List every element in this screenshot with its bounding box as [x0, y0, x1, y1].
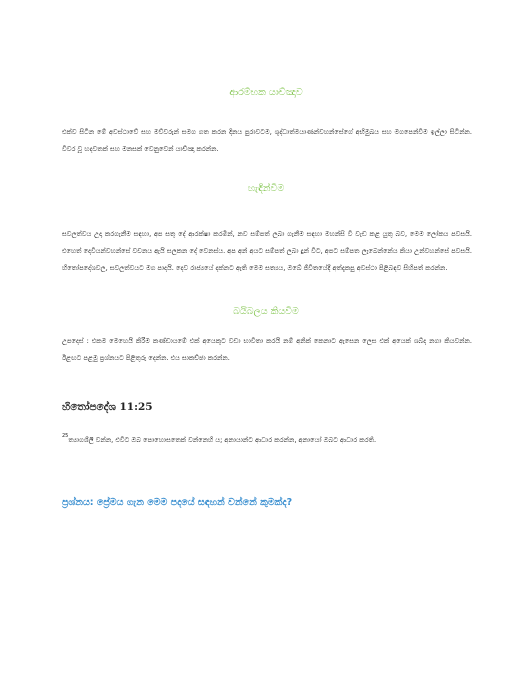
discussion-question: ප්‍රශ්නය: ප්‍රේමය ගැන මෙම පදයේ සඳහන් වන්නේ කුමක්ද? [62, 497, 293, 508]
verse-text: ත්‍යාගශීලී වන්න, එවිට ඔබ පොහොසතෙක් වන්නෙහි ය; අනායාන්ට ආධාර කරන්න, අනායෝ ඔබට ආධාර කරති. [68, 436, 377, 444]
scripture-reference: හිතෝපදේශ 11:25 [62, 401, 153, 413]
verse-number: 25 [62, 433, 69, 439]
introduction-heading: හැඳින්වීම [247, 183, 285, 194]
opening-prayer-text: එක්ව සිටින මේ අවස්ථාවේ සහ මව්වරුන් සමග ගත කරන දිනය පුරාවටම, ශුද්ධාත්මයාණන්වහන්සේගේ අභිමුඛය සහ මගපෙන්වීම ඉල්ලා සිටින්න. විවර වූ හදවතක් සහ මනසක් වෙනුවෙන් යාච්ඤා කරන්න. [62, 128, 472, 153]
opening-prayer-heading: ආරම්භක යාච්ඤාව [229, 87, 303, 98]
introduction-text: සවලත්වය උදා කරගැනීම සඳහා, අප සතු දේ ආරක්ෂා කරමින්, නව සම්පත් ලබා ගැනීම සඳහා මහන්සි වී වැඩ කළ යුතු බව, මෙම ලෝකය පවසයි. එහෙත් දෙවියන්වහන්සේ වචනය ඇයි සලකන දේ වෙනස්ය. අප අන් අයට සම්පත් ලබා දුන් විට, අපට සම්පත ලැබෙන්නේය කියා උන්වහන්සේ පවසයි. හිතෝපදේශවල, සවලත්වයට මග පාදයි. දෙව රාජ්‍යයේ දක්නට ඇති මෙම සත්‍යය, ඔබේ ජීවිතයේදී අත්දැකපු අවස්ථා පිළිබඳව සිහිපත් කරන්න. [62, 230, 472, 272]
bible-reading-heading: බයිබලය කියවීම [233, 306, 299, 317]
bible-reading-instructions: උපදෙස් : එකම මෙහෙයි කිරීම කණ්ඩායමේ එක් අයෙකුට වඩා භාවිතා කරයි නම් අනික් කෙනාට ඇසෙන ලෙස එක් අයෙක් ශබ්ද නගා කියවන්න. ඊළඟට පළමු ප්‍රශ්නයට පිළිතුරු දෙන්න. එය සාකච්ඡා කරන්න. [62, 337, 472, 362]
scripture-verse [62, 432, 472, 449]
